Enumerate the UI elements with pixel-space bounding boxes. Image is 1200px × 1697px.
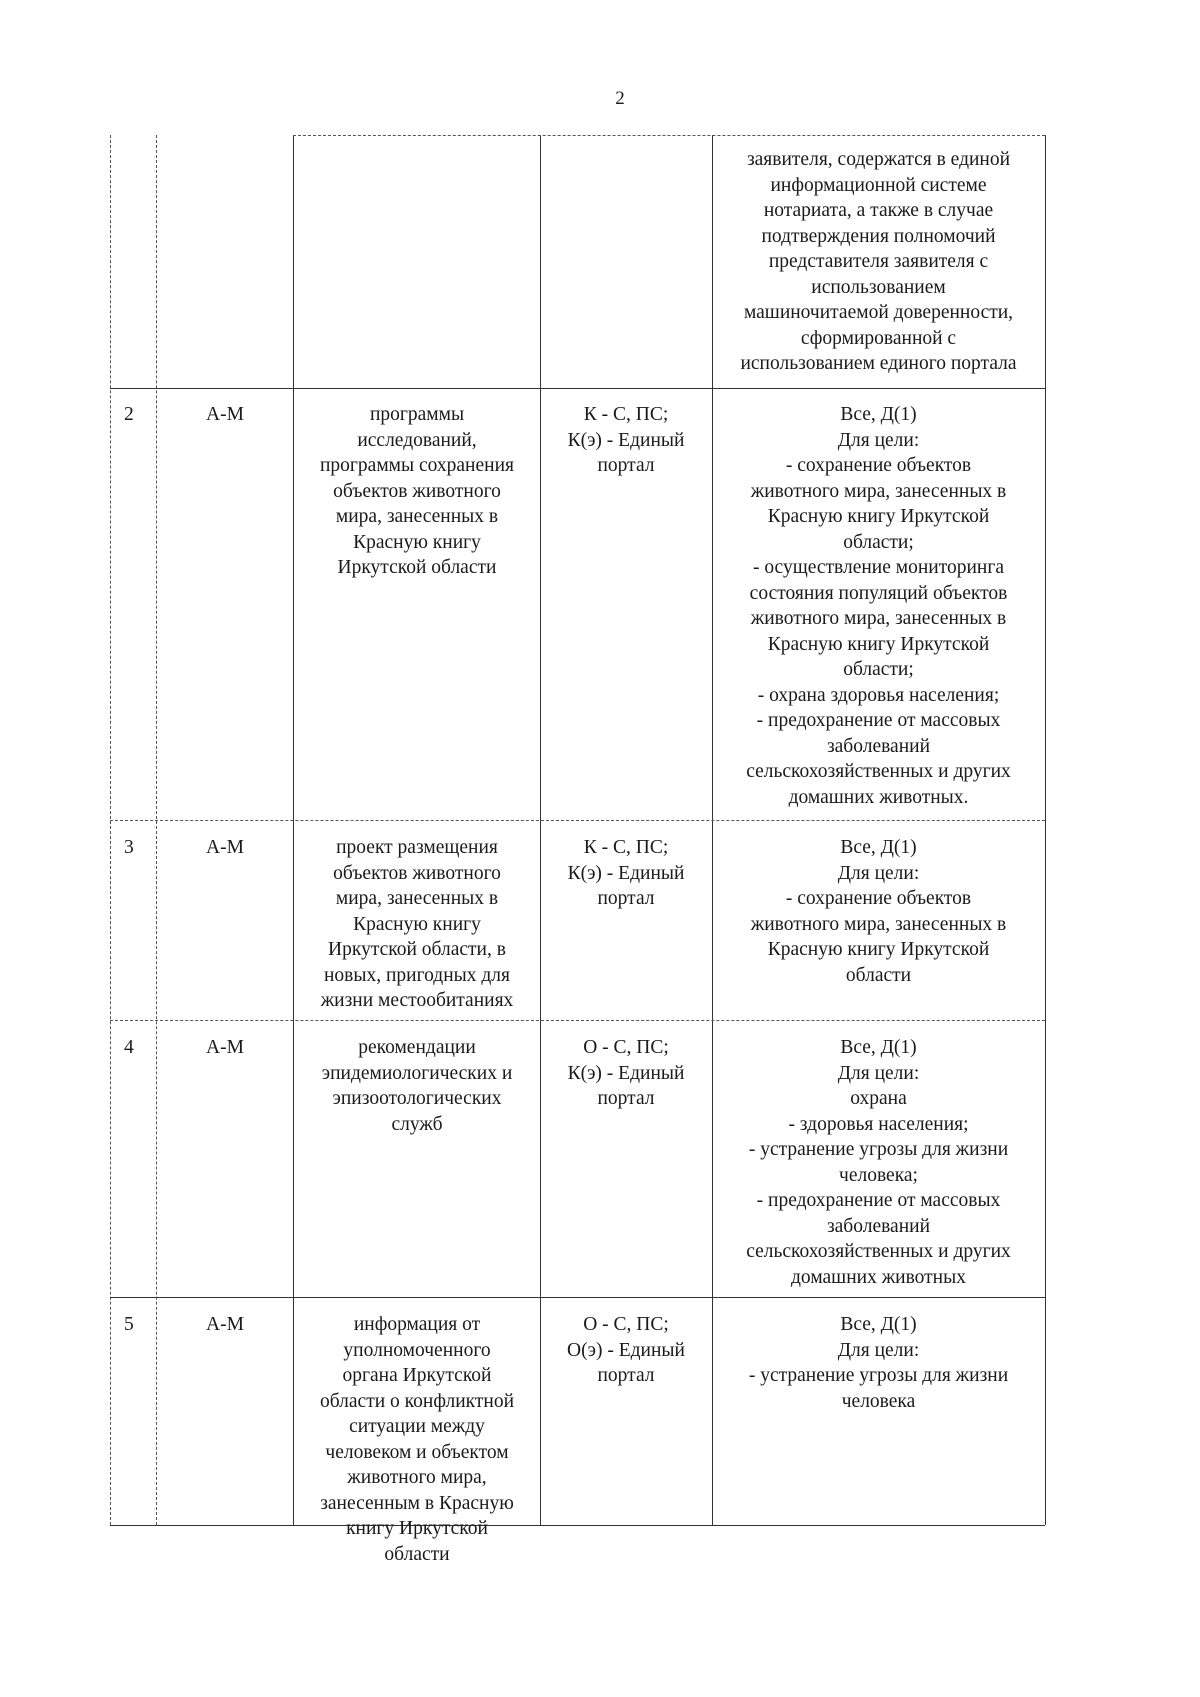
row-number: 4 bbox=[124, 1037, 134, 1058]
column-divider bbox=[293, 135, 294, 1525]
category-code: А-М bbox=[206, 1314, 244, 1335]
row-divider bbox=[110, 1525, 1045, 1526]
column-divider bbox=[1045, 135, 1046, 1525]
column-divider bbox=[540, 135, 541, 1525]
format-cell: О - С, ПС; К(э) - Единый портал bbox=[567, 1037, 685, 1109]
category-code: А-М bbox=[206, 404, 244, 425]
row-number: 2 bbox=[124, 404, 134, 425]
row-divider bbox=[110, 1020, 1045, 1021]
row-divider bbox=[110, 388, 1045, 389]
format-cell: К - С, ПС; К(э) - Единый портал bbox=[567, 404, 685, 476]
document-cell: информация от уполномоченного органа Иркутской области о конфликтной ситуации между человеком и объектом животного мира, занесенным в Красную книгу Иркутской области bbox=[319, 1314, 515, 1565]
access-cell: Все, Д(1) Для цели: - устранение угрозы для жизни человека bbox=[748, 1314, 1009, 1412]
document-cell: проект размещения объектов животного мира, занесенных в Красную книгу Иркутской области, в новых, пригодных для жизни местообитаниях bbox=[320, 837, 514, 1011]
row-number: 5 bbox=[124, 1314, 134, 1335]
document-cell: рекомендации эпидемиологических и эпизоотологических служб bbox=[321, 1037, 513, 1135]
category-code: А-М bbox=[206, 1037, 244, 1058]
category-code: А-М bbox=[206, 837, 244, 858]
page-number: 2 bbox=[615, 88, 625, 109]
row-number: 3 bbox=[124, 837, 134, 858]
document-cell: программы исследований, программы сохранения объектов животного мира, занесенных в Красную книгу Иркутской области bbox=[319, 404, 514, 578]
format-cell: К - С, ПС; К(э) - Единый портал bbox=[567, 837, 685, 909]
access-cell: Все, Д(1) Для цели: - сохранение объектов животного мира, занесенных в Красную книгу Иркутской области bbox=[750, 837, 1007, 986]
row-divider bbox=[293, 135, 1045, 136]
row-divider bbox=[110, 1297, 1045, 1298]
column-divider bbox=[110, 135, 111, 1525]
format-cell: О - С, ПС; О(э) - Единый портал bbox=[567, 1314, 685, 1386]
access-cell: заявителя, содержатся в единой информационной системе нотариата, а также в случае подтверждения полномочий представителя заявителя с использованием машиночитаемой доверенности, сформированной с использованием единого портала bbox=[740, 149, 1017, 374]
access-cell: Все, Д(1) Для цели: охрана - здоровья населения; - устранение угрозы для жизни человека; - предохранение от массовых заболеваний сельскохозяйственных и других домашних животных bbox=[746, 1037, 1011, 1288]
access-cell: Все, Д(1) Для цели: - сохранение объектов животного мира, занесенных в Красную книгу Иркутской области; - осуществление мониторинга состояния популяций объектов животного мира, занесенных в Красную книгу Иркутской области; - охрана здоровья населения; - предохранение от массовых заболеваний сельскохозяйственных и других домашних животных. bbox=[746, 404, 1011, 808]
column-divider bbox=[156, 135, 157, 1525]
row-divider bbox=[110, 820, 1045, 821]
